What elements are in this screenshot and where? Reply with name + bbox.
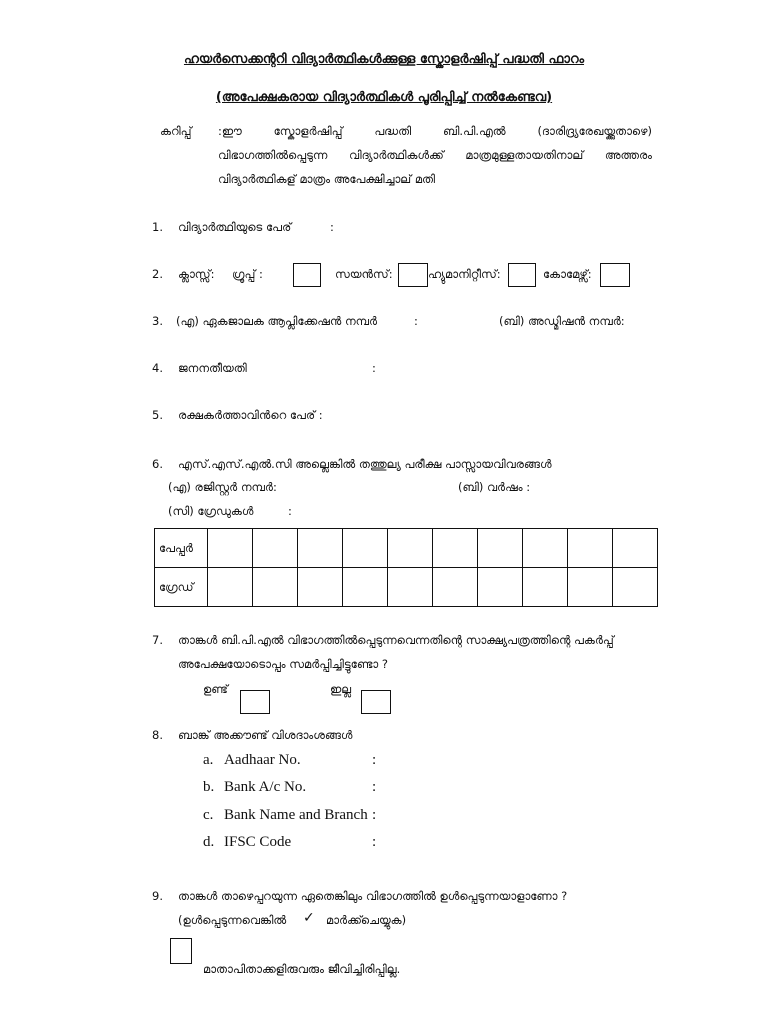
q1-number: 1. <box>152 220 163 234</box>
bank-account-letter: b. <box>203 779 215 795</box>
ifsc-label: IFSC Code <box>224 834 292 850</box>
form-title: ഹയർസെക്കന്ററി വിദ്യാർത്ഥികൾക്കുള്ള സ്കോളർഷിപ്പ് പദ്ധതി ഫാറം <box>183 52 585 67</box>
q3-colon: : <box>414 314 418 328</box>
check-mark-icon: ✓ <box>303 910 315 926</box>
grade-cell[interactable] <box>343 568 388 607</box>
grade-cell[interactable] <box>298 568 343 607</box>
q7-number: 7. <box>152 633 163 647</box>
grade-row <box>155 568 658 607</box>
yes-label: ഉണ്ട് <box>203 682 228 696</box>
paper-cell[interactable] <box>478 529 523 568</box>
admission-number-label: (ബി) അഡ്മിഷൻ നമ്പർ: <box>499 314 625 328</box>
guardian-name-label: രക്ഷകർത്താവിൻറെ പേര് : <box>178 408 323 422</box>
note-label: കറിപ്പ് <box>160 124 192 138</box>
grades-table <box>154 528 658 607</box>
dob-label: ജനനതീയതി <box>178 361 247 375</box>
ifsc-letter: d. <box>203 834 215 850</box>
paper-cell[interactable] <box>523 529 568 568</box>
sslc-details-label: എസ്.എസ്.എൽ.സി അല്ലെങ്കിൽ തത്തുല്യ പരീക്ഷ പാസ്സായവിവരങ്ങൾ <box>178 457 552 471</box>
bpl-certificate-question-line-2: അപേക്ഷയോടൊപ്പം സമർപ്പിച്ചിട്ടുണ്ടോ ? <box>178 657 388 671</box>
paper-cell[interactable] <box>253 529 298 568</box>
commerce-label: കോമേഴ്സ്: <box>543 267 592 281</box>
group-label: ഗ്രൂപ്പ് : <box>232 267 263 281</box>
paper-header: പേപ്പർ <box>155 529 208 568</box>
form-subtitle: (അപേക്ഷകരായ വിദ്യാർത്ഥികൾ പൂരിപ്പിച്ച് നൽകേണ്ടവ) <box>215 90 553 105</box>
orphan-option-label: മാതാപിതാക്കളിരുവരും ജീവിച്ചിരിപ്പില്ല. <box>203 962 401 976</box>
paper-cell[interactable] <box>613 529 658 568</box>
note-line-2: വിഭാഗത്തിൽപ്പെടുന്ന വിദ്യാർത്ഥികൾക്ക് മാത്രമുള്ളതായതിനാല് അത്തരം <box>218 148 652 162</box>
grade-header: ഗ്രേഡ് <box>155 568 208 607</box>
bank-name-colon: : <box>372 807 377 823</box>
grade-cell[interactable] <box>388 568 433 607</box>
yes-checkbox[interactable] <box>240 690 270 714</box>
category-instruction-a: (ഉൾപ്പെടുന്നവെങ്കിൽ <box>178 913 287 927</box>
aadhaar-colon: : <box>372 752 377 768</box>
year-label: (ബി) വർഷം : <box>458 480 531 494</box>
q9-number: 9. <box>152 889 163 903</box>
note-line-1 <box>218 124 652 139</box>
paper-cell[interactable] <box>343 529 388 568</box>
q2-number: 2. <box>152 267 163 281</box>
grade-cell[interactable] <box>253 568 298 607</box>
q3-number: 3. <box>152 314 163 328</box>
q4-number: 4. <box>152 361 163 375</box>
note-word: പദ്ധതി <box>374 124 412 138</box>
ifsc-colon: : <box>372 834 377 850</box>
bpl-certificate-question-line-1: താങ്കൾ ബി.പി.എൽ വിഭാഗത്തിൽപ്പെടുന്നവെന്നതിന്റെ സാക്ഷ്യപത്രത്തിന്റെ പകർപ്പ് <box>178 633 614 647</box>
q8-number: 8. <box>152 728 163 742</box>
note-word: :ഈ <box>218 124 242 138</box>
bank-details-label: ബാങ്ക് അക്കൗണ്ട് വിശദാംശങ്ങൾ <box>178 728 353 742</box>
application-number-label: (എ) ഏകജാലക ആപ്ലിക്കേഷൻ നമ്പർ <box>176 314 378 328</box>
grade-cell[interactable] <box>568 568 613 607</box>
commerce-checkbox[interactable] <box>600 263 630 287</box>
grade-cell[interactable] <box>478 568 523 607</box>
student-name-label: വിദ്യാർത്ഥിയുടെ പേര് <box>178 220 292 234</box>
paper-cell[interactable] <box>208 529 253 568</box>
science-label: സയൻസ്: <box>335 267 393 281</box>
note-line-3: വിദ്യാർത്ഥികള് മാത്രം അപേക്ഷിച്ചാല് മതി <box>218 172 436 186</box>
bank-name-label: Bank Name and Branch <box>224 807 368 823</box>
science-checkbox[interactable] <box>398 263 428 287</box>
grades-label: (സി) ഗ്രേഡുകൾ <box>168 504 254 518</box>
paper-cell[interactable] <box>568 529 613 568</box>
register-number-label: (എ) രജിസ്റ്റർ നമ്പർ: <box>168 480 277 494</box>
aadhaar-label: Aadhaar No. <box>224 752 301 768</box>
no-label: ഇല്ല <box>330 682 352 696</box>
q5-number: 5. <box>152 408 163 422</box>
humanities-checkbox[interactable] <box>508 263 536 287</box>
note-word: (ദാരിദ്ര്യരേഖയ്ക്കുതാഴെ) <box>537 124 652 138</box>
grades-colon: : <box>288 504 292 518</box>
category-question: താങ്കൾ താഴെപ്പറയുന്ന ഏതെങ്കിലും വിഭാഗത്തിൽ ഉൾപ്പെടുന്നയാളാണോ ? <box>178 889 568 903</box>
class-label: ക്ലാസ്സ്: <box>178 267 215 281</box>
bank-name-letter: c. <box>203 807 214 823</box>
q6-number: 6. <box>152 457 163 471</box>
paper-cell[interactable] <box>298 529 343 568</box>
bank-account-label: Bank A/c No. <box>224 779 307 795</box>
paper-cell[interactable] <box>433 529 478 568</box>
q1-colon: : <box>330 220 334 234</box>
bank-account-colon: : <box>372 779 377 795</box>
paper-row <box>155 529 658 568</box>
group-checkbox[interactable] <box>293 263 321 287</box>
note-word: ബി.പി.എൽ <box>443 124 506 138</box>
grade-cell[interactable] <box>613 568 658 607</box>
grade-cell[interactable] <box>523 568 568 607</box>
grade-cell[interactable] <box>208 568 253 607</box>
aadhaar-letter: a. <box>203 752 214 768</box>
orphan-checkbox[interactable] <box>170 938 192 964</box>
category-instruction-b: മാർക്ക്ചെയ്യുക) <box>326 913 407 927</box>
no-checkbox[interactable] <box>361 690 391 714</box>
q4-colon: : <box>372 361 376 375</box>
humanities-label: ഹ്യുമാനിറ്റീസ്: <box>428 267 501 281</box>
paper-cell[interactable] <box>388 529 433 568</box>
note-word: സ്കോളർഷിപ്പ് <box>273 124 343 138</box>
grade-cell[interactable] <box>433 568 478 607</box>
